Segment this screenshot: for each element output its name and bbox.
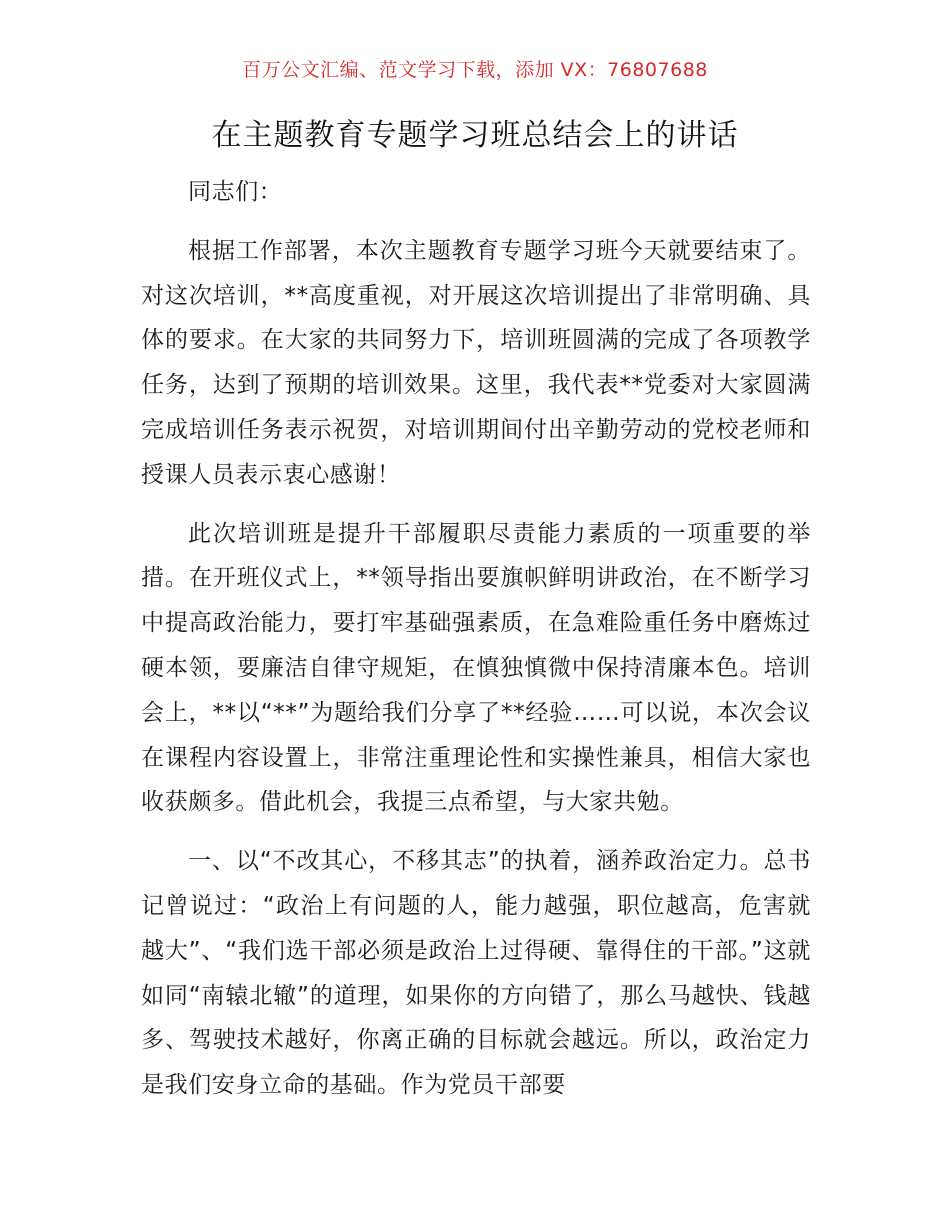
paragraph-3: 一、以“不改其心，不移其志”的执着，涵养政治定力。总书记曾说过：“政治上有问题的人，能力越强，职位越高，危害就越大”、“我们选干部必须是政治上过得硬、靠得住的干部。”这就如同“南辕北辙”的道理，如果你的方向错了，那么马越快、钱越多、驾驶技术越好，你离正确的目标就会越远。所以，政治定力是我们安身立命的基础。作为党员干部要	[141, 848, 811, 1099]
salutation: 同志们：	[188, 179, 283, 205]
document-title: 在主题教育专题学习班总结会上的讲话	[211, 118, 739, 153]
paragraph-1: 根据工作部署，本次主题教育专题学习班今天就要结束了。对这次培训，**高度重视，对开展这次培训提出了非常明确、具体的要求。在大家的共同努力下，培训班圆满的完成了各项教学任务，达到了预期的培训效果。这里，我代表**党委对大家圆满完成培训任务表示祝贺，对培训期间付出辛勤劳动的党校老师和授课人员表示衷心感谢！	[141, 237, 811, 488]
promo-header: 百万公文汇编、范文学习下载，添加 VX：76807688	[242, 59, 708, 81]
paragraph-2: 此次培训班是提升干部履职尽责能力素质的一项重要的举措。在开班仪式上，**领导指出要旗帜鲜明讲政治，在不断学习中提高政治能力，要打牢基础强素质，在急难险重任务中磨炼过硬本领，要廉洁自律守规矩，在慎独慎微中保持清廉本色。培训会上，**以“**”为题给我们分享了**经验……可以说，本次会议在课程内容设置上，非常注重理论性和实操性兼具，相信大家也收获颇多。借此机会，我提三点希望，与大家共勉。	[141, 520, 811, 816]
document-body	[141, 170, 811, 1122]
